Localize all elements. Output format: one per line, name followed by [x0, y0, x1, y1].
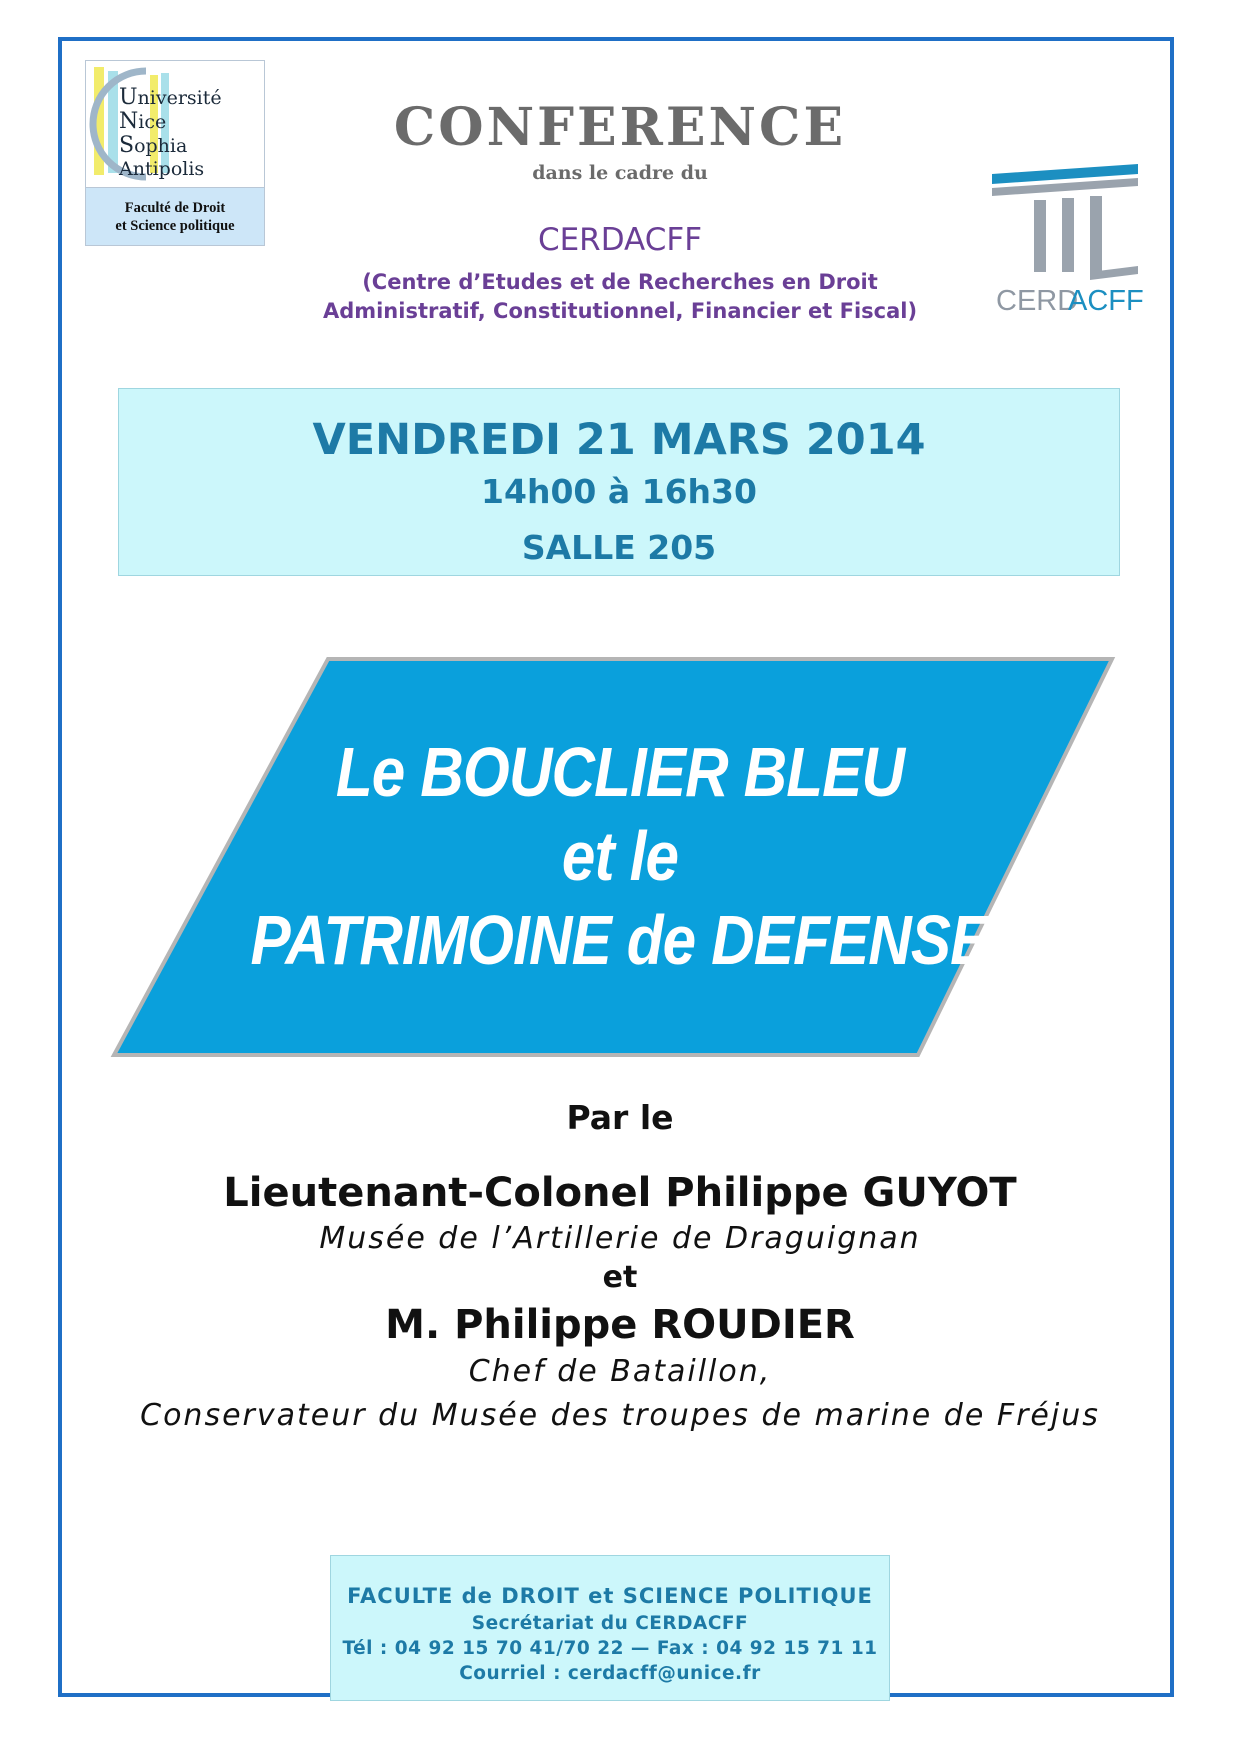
speaker1-affiliation: Musée de l’Artillerie de Draguignan [319, 1221, 921, 1256]
contact-phone: Tél : 04 92 15 70 41/70 22 — Fax : 04 92 15 71 11 [342, 1638, 878, 1659]
faculty-label: Faculté de Droit et Science politique [86, 187, 264, 245]
event-date: VENDREDI 21 MARS 2014 [312, 415, 926, 465]
event-time: 14h00 à 16h30 [481, 472, 757, 511]
event-date-box [118, 388, 1120, 576]
speaker2-affiliation: Conservateur du Musée des troupes de marine de Fréjus [140, 1398, 1100, 1433]
contact-email: Courriel : cerdacff@unice.fr [459, 1663, 761, 1684]
organization-full-name: (Centre d’Etudes et de Recherches en Droit Administratif, Constitutionnel, Financier et Fiscal) [322, 270, 918, 323]
speaker1-name: Lieutenant-Colonel Philippe GUYOT [223, 1170, 1017, 1216]
cerdacff-logo-text-acff: ACFF [1068, 285, 1144, 317]
cerdacff-logo [990, 160, 1150, 320]
contact-box [330, 1555, 890, 1701]
conference-heading: CONFERENCE [393, 97, 847, 158]
contact-faculty: FACULTE de DROIT et SCIENCE POLITIQUE [347, 1584, 873, 1608]
speakers-intro: Par le [566, 1098, 674, 1137]
conference-subheading: dans le cadre du [532, 162, 708, 184]
university-logo [85, 60, 265, 246]
speakers-section [100, 1098, 1140, 1438]
conference-title: Le BOUCLIER BLEU et le PATRIMOINE de DEFENSE [250, 733, 990, 979]
event-room: SALLE 205 [521, 528, 717, 567]
speaker2-role: Chef de Bataillon, [468, 1354, 772, 1389]
organization-name: CERDACFF [537, 222, 703, 258]
cerdacff-logo-text-cerd: CERD [996, 285, 1079, 317]
university-name: Université Nice Sophia Antipolis [119, 85, 222, 180]
speakers-conjunction: et [602, 1260, 638, 1295]
speaker2-name: M. Philippe ROUDIER [385, 1302, 855, 1348]
contact-secretariat: Secrétariat du CERDACFF [471, 1613, 749, 1634]
